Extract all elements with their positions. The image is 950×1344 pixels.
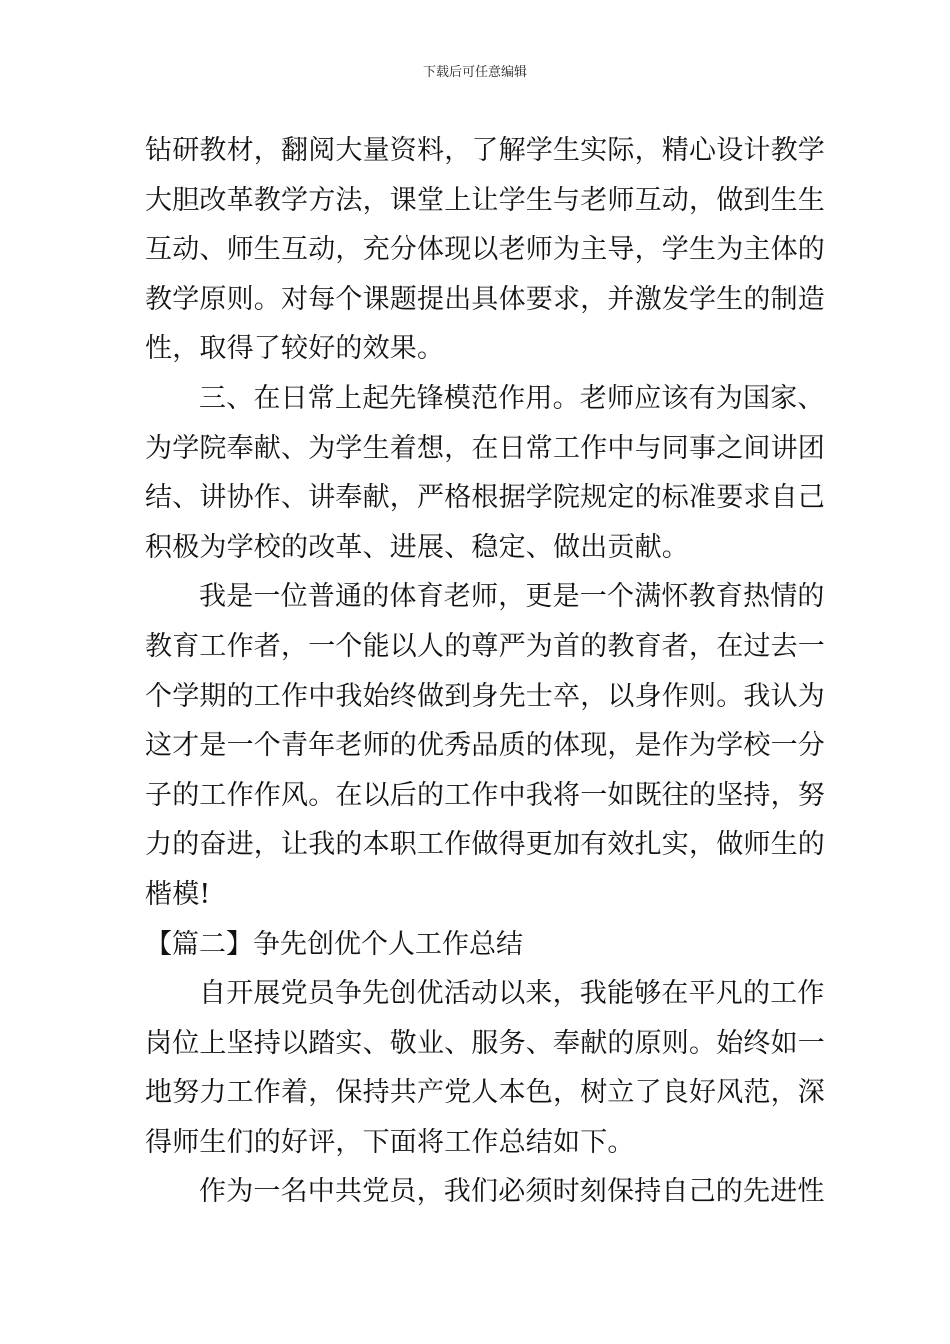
text-line: 地努力工作着，保持共产党人本色，树立了良好风范，深 (145, 1077, 825, 1109)
paragraph-first-line: 作为一名中共党员，我们必须时刻保持自己的先进性 (199, 1176, 825, 1208)
text-line: 得师生们的好评，下面将工作总结如下。 (145, 1126, 635, 1158)
text-line: 钻研教材，翻阅大量资料，了解学生实际，精心设计教学 (145, 135, 825, 166)
text-line: 为学院奉献、为学生着想，在日常工作中与同事之间讲团 (145, 432, 825, 464)
text-line: 子的工作作风。在以后的工作中我将一如既往的坚持，努 (145, 779, 825, 811)
text-line: 性，取得了较好的效果。 (145, 333, 445, 365)
text-line: 这才是一个青年老师的优秀品质的体现，是作为学校一分 (145, 730, 825, 762)
paragraph-first-line: 三、在日常上起先锋模范作用。老师应该有为国家、 (199, 382, 825, 414)
page-header: 下载后可任意编辑 (422, 65, 527, 80)
section-heading: 【篇二】争先创优个人工作总结 (145, 928, 523, 960)
text-line: 积极为学校的改革、进展、稳定、做出贡献。 (145, 531, 689, 563)
document-body (145, 126, 825, 1217)
text-line: 力的奋进，让我的本职工作做得更加有效扎实，做师生的 (145, 829, 825, 861)
text-line: 教学原则。对每个课题提出具体要求，并激发学生的制造 (145, 283, 825, 315)
text-line: 教育工作者，一个能以人的尊严为首的教育者，在过去一 (145, 630, 825, 662)
text-line: 岗位上坚持以踏实、敬业、服务、奉献的原则。始终如一 (145, 1027, 825, 1059)
text-line: 互动、师生互动，充分体现以老师为主导，学生为主体的 (145, 234, 825, 266)
text-line: 结、讲协作、讲奉献，严格根据学院规定的标准要求自己 (145, 482, 825, 514)
paragraph-first-line: 我是一位普通的体育老师，更是一个满怀教育热情的 (199, 581, 825, 613)
text-line: 个学期的工作中我始终做到身先士卒，以身作则。我认为 (145, 680, 825, 712)
text-line: 楷模! (145, 878, 211, 910)
paragraph-first-line: 自开展党员争先创优活动以来，我能够在平凡的工作 (199, 978, 825, 1010)
text-line: 大胆改革教学方法，课堂上让学生与老师互动，做到生生 (145, 184, 825, 216)
